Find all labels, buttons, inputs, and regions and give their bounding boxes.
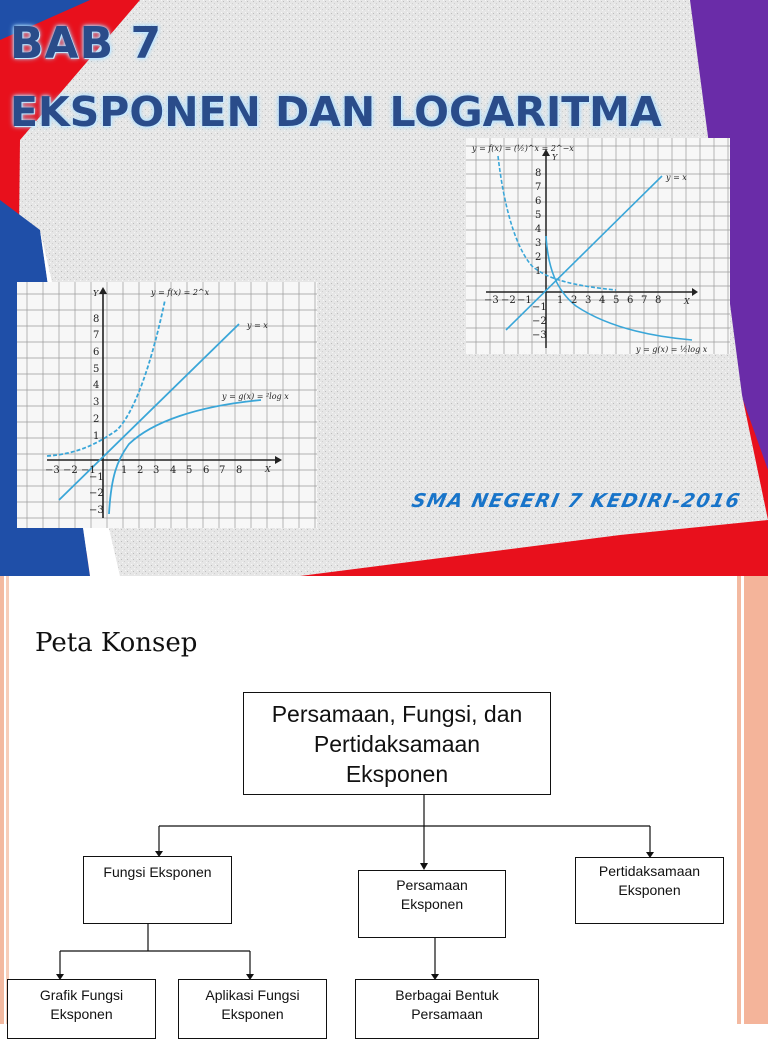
y-axis-label: Y <box>93 289 99 298</box>
svg-text:1: 1 <box>535 266 542 277</box>
curve-label-yx: y = x <box>247 321 268 330</box>
svg-text:−2: −2 <box>532 316 547 327</box>
svg-text:8: 8 <box>535 168 542 179</box>
graph-exponential-log-base-half <box>466 138 730 354</box>
svg-text:1: 1 <box>557 295 564 306</box>
svg-text:−1: −1 <box>532 302 547 313</box>
concept-persamaan-eksponen: Persamaan Eksponen <box>358 870 506 938</box>
svg-text:4: 4 <box>599 295 606 306</box>
concept-aplikasi-fungsi: Aplikasi Fungsi Eksponen <box>178 979 327 1039</box>
svg-text:6: 6 <box>627 295 634 306</box>
svg-text:6: 6 <box>535 196 542 207</box>
svg-text:−3: −3 <box>45 465 60 476</box>
svg-text:−2: −2 <box>501 295 516 306</box>
concept-berbagai-bentuk: Berbagai Bentuk Persamaan <box>355 979 539 1039</box>
svg-text:−1: −1 <box>81 465 96 476</box>
svg-text:−1: −1 <box>517 295 532 306</box>
curve-label-2x: y = f(x) = 2^x <box>151 288 210 297</box>
svg-text:−2: −2 <box>63 465 78 476</box>
curve-label-log2: y = g(x) = ²log x <box>222 392 289 401</box>
concept-pertidaksamaan-eksponen: Pertidaksamaan Eksponen <box>575 857 724 924</box>
concept-fungsi-eksponen: Fungsi Eksponen <box>83 856 232 924</box>
svg-text:3: 3 <box>153 465 160 476</box>
svg-text:−3: −3 <box>532 330 547 341</box>
curve-label-half-x: y = f(x) = (½)^x = 2^−x <box>472 144 574 153</box>
svg-text:3: 3 <box>93 397 100 408</box>
slide-heading: Peta Konsep <box>35 628 198 658</box>
concept-grafik-fungsi: Grafik Fungsi Eksponen <box>7 979 156 1039</box>
chapter-number: BAB 7 <box>10 18 163 69</box>
svg-text:8: 8 <box>93 314 100 325</box>
svg-text:1: 1 <box>121 465 128 476</box>
svg-text:8: 8 <box>236 465 243 476</box>
svg-text:4: 4 <box>535 224 542 235</box>
curve-2-pow-x <box>47 300 165 456</box>
svg-text:7: 7 <box>535 182 542 193</box>
svg-text:4: 4 <box>170 465 177 476</box>
x-axis-label: X <box>265 465 271 474</box>
school-name: SMA NEGERI 7 KEDIRI-2016 <box>409 490 743 512</box>
svg-text:−3: −3 <box>484 295 499 306</box>
svg-text:6: 6 <box>93 347 100 358</box>
chapter-title: EKSPONEN DAN LOGARITMA <box>10 88 662 136</box>
curve-half-pow-x <box>498 156 616 290</box>
y-axis-label-2: Y <box>552 153 558 162</box>
svg-text:2: 2 <box>535 252 542 263</box>
svg-text:6: 6 <box>203 465 210 476</box>
svg-text:2: 2 <box>571 295 578 306</box>
curve-label-yx-2: y = x <box>666 173 687 182</box>
svg-text:7: 7 <box>93 330 100 341</box>
svg-text:−2: −2 <box>89 488 104 499</box>
line-y-equals-x-2 <box>506 176 662 330</box>
curve-log2-x <box>109 400 261 514</box>
svg-text:4: 4 <box>93 380 100 391</box>
svg-text:7: 7 <box>219 465 226 476</box>
concept-map-connectors <box>0 576 768 1024</box>
concept-main-topic: Persamaan, Fungsi, dan Pertidaksamaan Eksponen <box>243 692 551 795</box>
svg-text:5: 5 <box>613 295 620 306</box>
curve-label-log-half: y = g(x) = ½log x <box>636 345 708 354</box>
svg-text:3: 3 <box>585 295 592 306</box>
curve-log-half-x <box>546 236 692 340</box>
svg-text:−3: −3 <box>89 505 104 516</box>
svg-text:3: 3 <box>535 238 542 249</box>
svg-text:7: 7 <box>641 295 648 306</box>
svg-text:2: 2 <box>93 414 100 425</box>
concept-map-slide <box>0 576 768 1024</box>
svg-text:−1: −1 <box>89 472 104 483</box>
svg-text:2: 2 <box>137 465 144 476</box>
svg-text:5: 5 <box>535 210 542 221</box>
svg-text:1: 1 <box>93 431 100 442</box>
svg-text:8: 8 <box>655 295 662 306</box>
svg-text:5: 5 <box>93 364 100 375</box>
x-axis-label-2: X <box>684 297 690 306</box>
graph-exponential-log-base2 <box>17 282 317 528</box>
svg-text:5: 5 <box>186 465 193 476</box>
